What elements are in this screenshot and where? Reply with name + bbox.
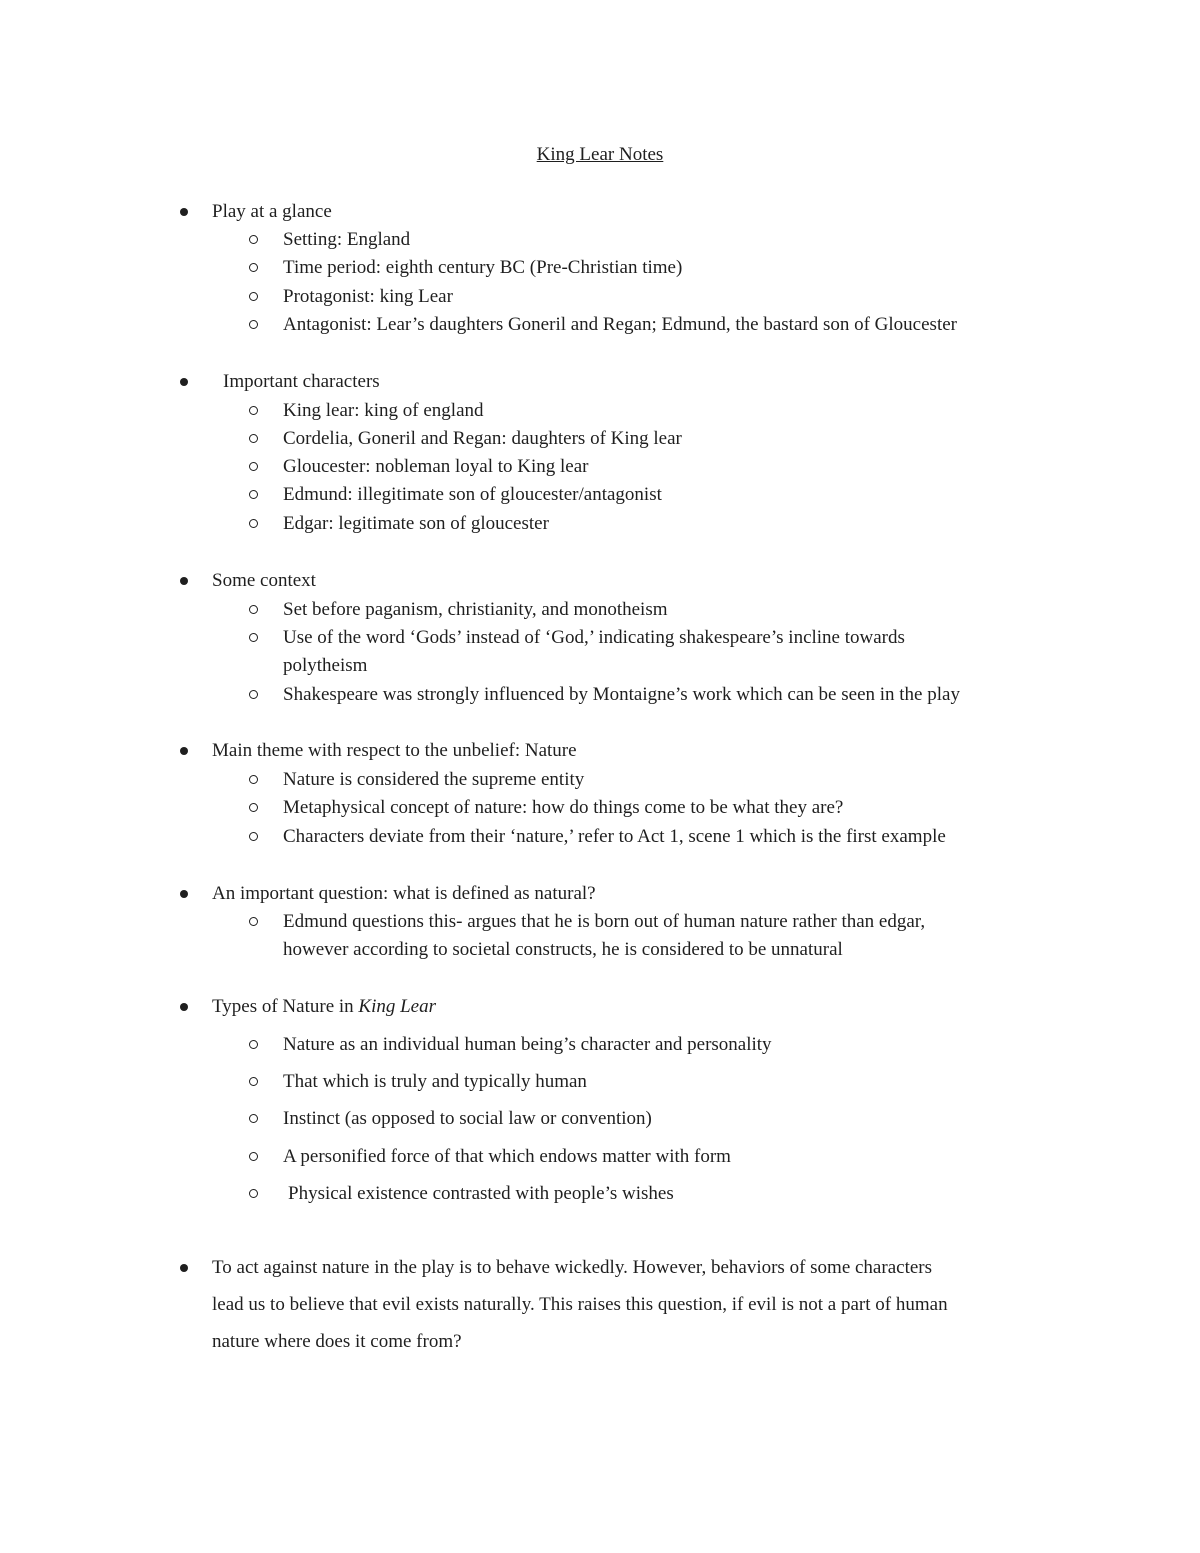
list-item: Protagonist: king Lear [283,286,453,307]
list-item: King lear: king of england [283,400,484,421]
list-item: Nature is considered the supreme entity [283,769,585,790]
section-heading-some-context: Some context [212,570,316,591]
section-heading-important-characters: Important characters [223,371,380,392]
section-heading-play-at-a-glance: Play at a glance [212,201,332,222]
list-item: Nature as an individual human being’s character and personality [283,1034,772,1055]
list-item: Edmund questions this- argues that he is born out of human nature rather than edgar, [283,911,926,932]
list-item: Edgar: legitimate son of gloucester [283,513,549,534]
list-item: Metaphysical concept of nature: how do things come to be what they are? [283,797,844,818]
list-item-continuation: however according to societal constructs, he is considered to be unnatural [283,939,843,960]
list-item-continuation: polytheism [283,655,368,676]
list-item: That which is truly and typically human [283,1071,587,1092]
section-heading-main-theme: Main theme with respect to the unbelief: Nature [212,740,577,761]
list-item: Gloucester: nobleman loyal to King lear [283,456,589,477]
list-item: Cordelia, Goneril and Regan: daughters of King lear [283,428,682,449]
heading-italic-text: King Lear [358,996,437,1017]
list-item: Setting: England [283,229,411,250]
section-heading-important-question: An important question: what is defined as natural? [212,883,596,904]
paragraph-line: lead us to believe that evil exists naturally. This raises this question, if evil is not a part of human [212,1294,948,1315]
section-heading-types-of-nature [212,995,436,1019]
list-item: Time period: eighth century BC (Pre-Christian time) [283,257,683,278]
list-item: Instinct (as opposed to social law or convention) [283,1108,652,1129]
list-item: Shakespeare was strongly influenced by Montaigne’s work which can be seen in the play [283,684,960,705]
paragraph-line: nature where does it come from? [212,1331,462,1352]
page-title: King Lear Notes [536,144,664,165]
list-item: Set before paganism, christianity, and monotheism [283,599,668,620]
paragraph-line: To act against nature in the play is to behave wickedly. However, behaviors of some characters [212,1257,932,1278]
heading-text: Types of Nature in [212,996,359,1017]
list-item: Characters deviate from their ‘nature,’ refer to Act 1, scene 1 which is the first example [283,826,946,847]
list-item: A personified force of that which endows matter with form [283,1146,731,1167]
list-item: Physical existence contrasted with people’s wishes [288,1183,674,1204]
list-item: Use of the word ‘Gods’ instead of ‘God,’ indicating shakespeare’s incline towards [283,627,905,648]
list-item: Edmund: illegitimate son of gloucester/antagonist [283,484,662,505]
list-item: Antagonist: Lear’s daughters Goneril and Regan; Edmund, the bastard son of Gloucester [283,314,957,335]
